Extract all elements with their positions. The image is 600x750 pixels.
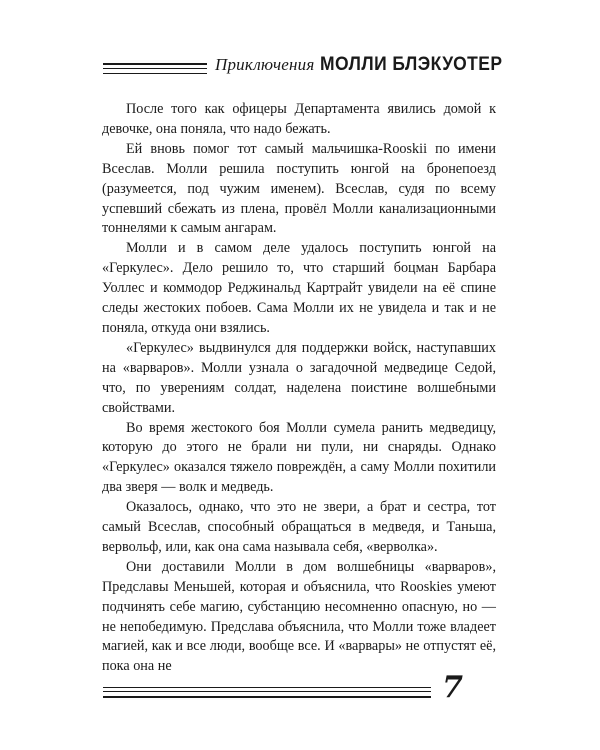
- book-title: МОЛЛИ БЛЭКУОТЕР: [320, 54, 503, 75]
- running-title: [215, 54, 519, 76]
- series-title: Приключения: [215, 55, 315, 74]
- paragraph-1: После того как офицеры Департамента явились домой к девочке, она поняла, что надо бежать.: [102, 101, 496, 137]
- paragraph-3: Молли и в самом деле удалось поступить юнгой на «Геркулес». Дело решило то, что старший боцман Барбара Уоллес и коммодор Реджинальд Картрайт увидели на её спине следы жестоких побоев. Сама Молли их не увидела и так и не поняла, откуда они взялись.: [102, 240, 496, 336]
- paragraph-5: Во время жестокого боя Молли сумела ранить медведицу, которую до этого не брали ни пули, ни снаряды. Однако «Геркулес» оказался тяжело повреждён, а саму Молли похитили два зверя — волк и медведь.: [102, 419, 496, 496]
- paragraph-6: Оказалось, однако, что это не звери, а брат и сестра, тот самый Всеслав, способный обращаться в медведя, и Таньша, вервольф, или, как она сама называла себя, «верволка».: [102, 499, 496, 555]
- body-text: [102, 100, 496, 677]
- page-number: 7: [442, 670, 463, 705]
- paragraph-2: Ей вновь помог тот самый мальчишка-Rooskii по имени Всеслав. Молли решила поступить юнгой на бронепоезд (разумеется, под чужим именем). Всеслав, судя по всему успевший сбежать из плена, провёл Молли канализационными тоннелями к самым ангарам.: [102, 140, 496, 237]
- header-rule: [103, 63, 207, 74]
- running-header: [103, 50, 503, 90]
- paragraph-4: «Геркулес» выдвинулся для поддержки войск, наступавших на «варваров». Молли узнала о загадочной медведице Седой, что, по уверениям солдат, наделена поистине волшебными свойствами.: [102, 339, 496, 416]
- page-footer: [103, 670, 499, 706]
- paragraph-7: Они доставили Молли в дом волшебницы «варваров», Предславы Меньшей, которая и объяснила, что Rooskies умеют подчинять себе магию, субстанцию несомненно опасную, но — не непобедимую. Предслава объяснила, что Молли тоже владеет магией, как и все люди, вообще все. И «варвары» не отпустят её, пока она не: [102, 558, 496, 675]
- footer-rule: [103, 687, 431, 698]
